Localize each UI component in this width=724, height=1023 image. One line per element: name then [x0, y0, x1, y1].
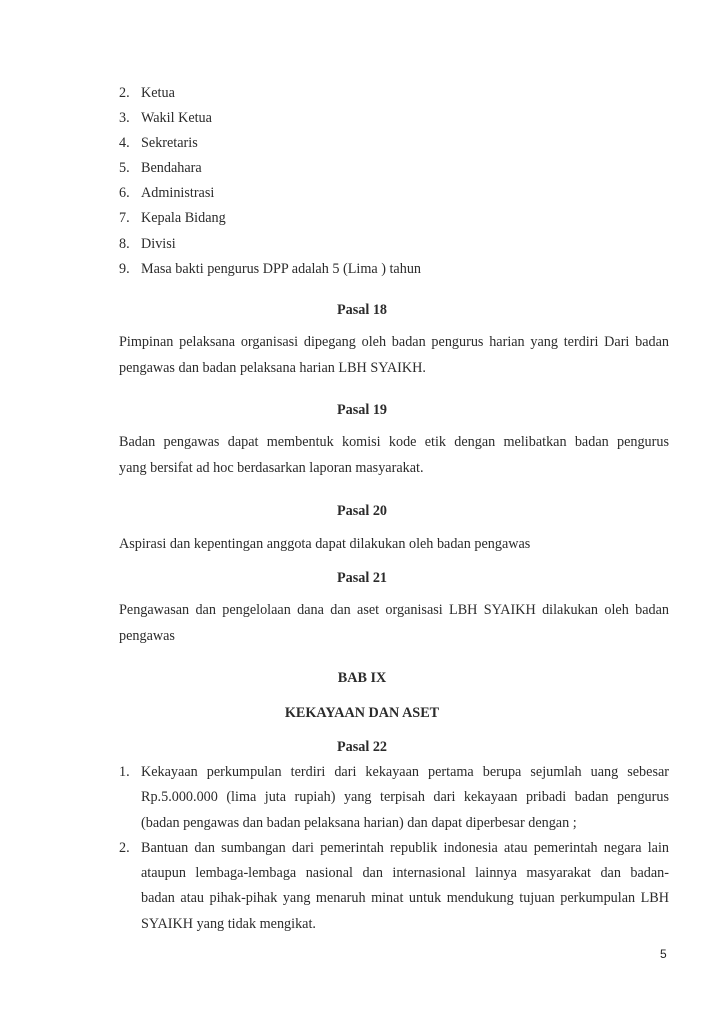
- pasal-18-body: [119, 330, 669, 381]
- list-item: 9. Masa bakti pengurus DPP adalah 5 (Lima ) tahun: [119, 260, 422, 277]
- pasal-19-body: [119, 430, 669, 481]
- pengurus-list: [119, 81, 679, 282]
- list-item: 3. Wakil Ketua: [119, 110, 212, 127]
- list-item: 2. Ketua: [119, 85, 175, 101]
- list-item: 8. Divisi: [119, 235, 176, 252]
- chapter-subtitle: KEKAYAAN DAN ASET: [284, 705, 440, 721]
- paragraph-line: Badan pengawas dapat membentuk komisi kode etik dengan melibatkan badan pengurus: [119, 434, 669, 450]
- pasal-21-heading: Pasal 21: [336, 570, 388, 586]
- paragraph-line: badan atau pihak-pihak yang menaruh minat untuk mendukung tujuan perkumpulan LBH: [141, 890, 669, 907]
- paragraph-line: Rp.5.000.000 (lima juta rupiah) yang terpisah dari kekayaan pribadi badan pengurus: [141, 789, 669, 806]
- list-item: 6. Administrasi: [119, 185, 215, 202]
- page-number: 5: [660, 947, 667, 961]
- list-item: 2. Bantuan dan sumbangan dari pemerintah republik indonesia atau pemerintah negara lain ataupun lembaga-lembaga nasional dan internasional lainnya masyarakat dan badan- badan atau pihak-pihak yang menaruh minat untuk mendukung tujuan perkumpulan LBH SYAIKH yang tidak mengikat.: [119, 836, 669, 937]
- paragraph-line: Pengawasan dan pengelolaan dana dan aset organisasi LBH SYAIKH dilakukan oleh badan: [119, 602, 669, 618]
- list-item: 1. Kekayaan perkumpulan terdiri dari kekayaan pertama berupa sejumlah uang sebesar Rp.5.000.000 (lima juta rupiah) yang terpisah dari kekayaan pribadi badan pengurus (badan pengawas dan badan pelaksana harian) dan dapat diperbesar dengan ;: [119, 760, 669, 836]
- chapter-heading: BAB IX: [337, 670, 387, 686]
- paragraph-line: Pimpinan pelaksana organisasi dipegang oleh badan pengurus harian yang terdiri Dari badan: [119, 334, 669, 350]
- pasal-21-body: [119, 598, 669, 649]
- pasal-22-list: [119, 760, 669, 937]
- paragraph-line: Kekayaan perkumpulan terdiri dari kekayaan pertama berupa sejumlah uang sebesar: [141, 764, 669, 780]
- paragraph-line: Aspirasi dan kepentingan anggota dapat dilakukan oleh badan pengawas: [119, 536, 531, 552]
- pasal-19-heading: Pasal 19: [336, 402, 388, 418]
- paragraph-line: yang bersifat ad hoc berdasarkan laporan masyarakat.: [119, 459, 424, 476]
- pasal-20-heading: Pasal 20: [336, 503, 388, 519]
- pasal-20-body: [119, 532, 669, 558]
- paragraph-line: ataupun lembaga-lembaga nasional dan internasional lainnya masyarakat dan badan-: [141, 865, 669, 882]
- paragraph-line: pengawas: [119, 627, 175, 644]
- list-item: 4. Sekretaris: [119, 135, 198, 152]
- paragraph-line: Bantuan dan sumbangan dari pemerintah republik indonesia atau pemerintah negara lain: [141, 839, 669, 856]
- paragraph-line: pengawas dan badan pelaksana harian LBH SYAIKH.: [119, 359, 426, 376]
- list-item: 7. Kepala Bidang: [119, 210, 226, 227]
- paragraph-line: SYAIKH yang tidak mengikat.: [141, 915, 316, 932]
- pasal-18-heading: Pasal 18: [336, 302, 388, 318]
- list-item: 5. Bendahara: [119, 160, 202, 177]
- pasal-22-heading: Pasal 22: [336, 739, 388, 755]
- paragraph-line: (badan pengawas dan badan pelaksana harian) dan dapat diperbesar dengan ;: [141, 814, 577, 831]
